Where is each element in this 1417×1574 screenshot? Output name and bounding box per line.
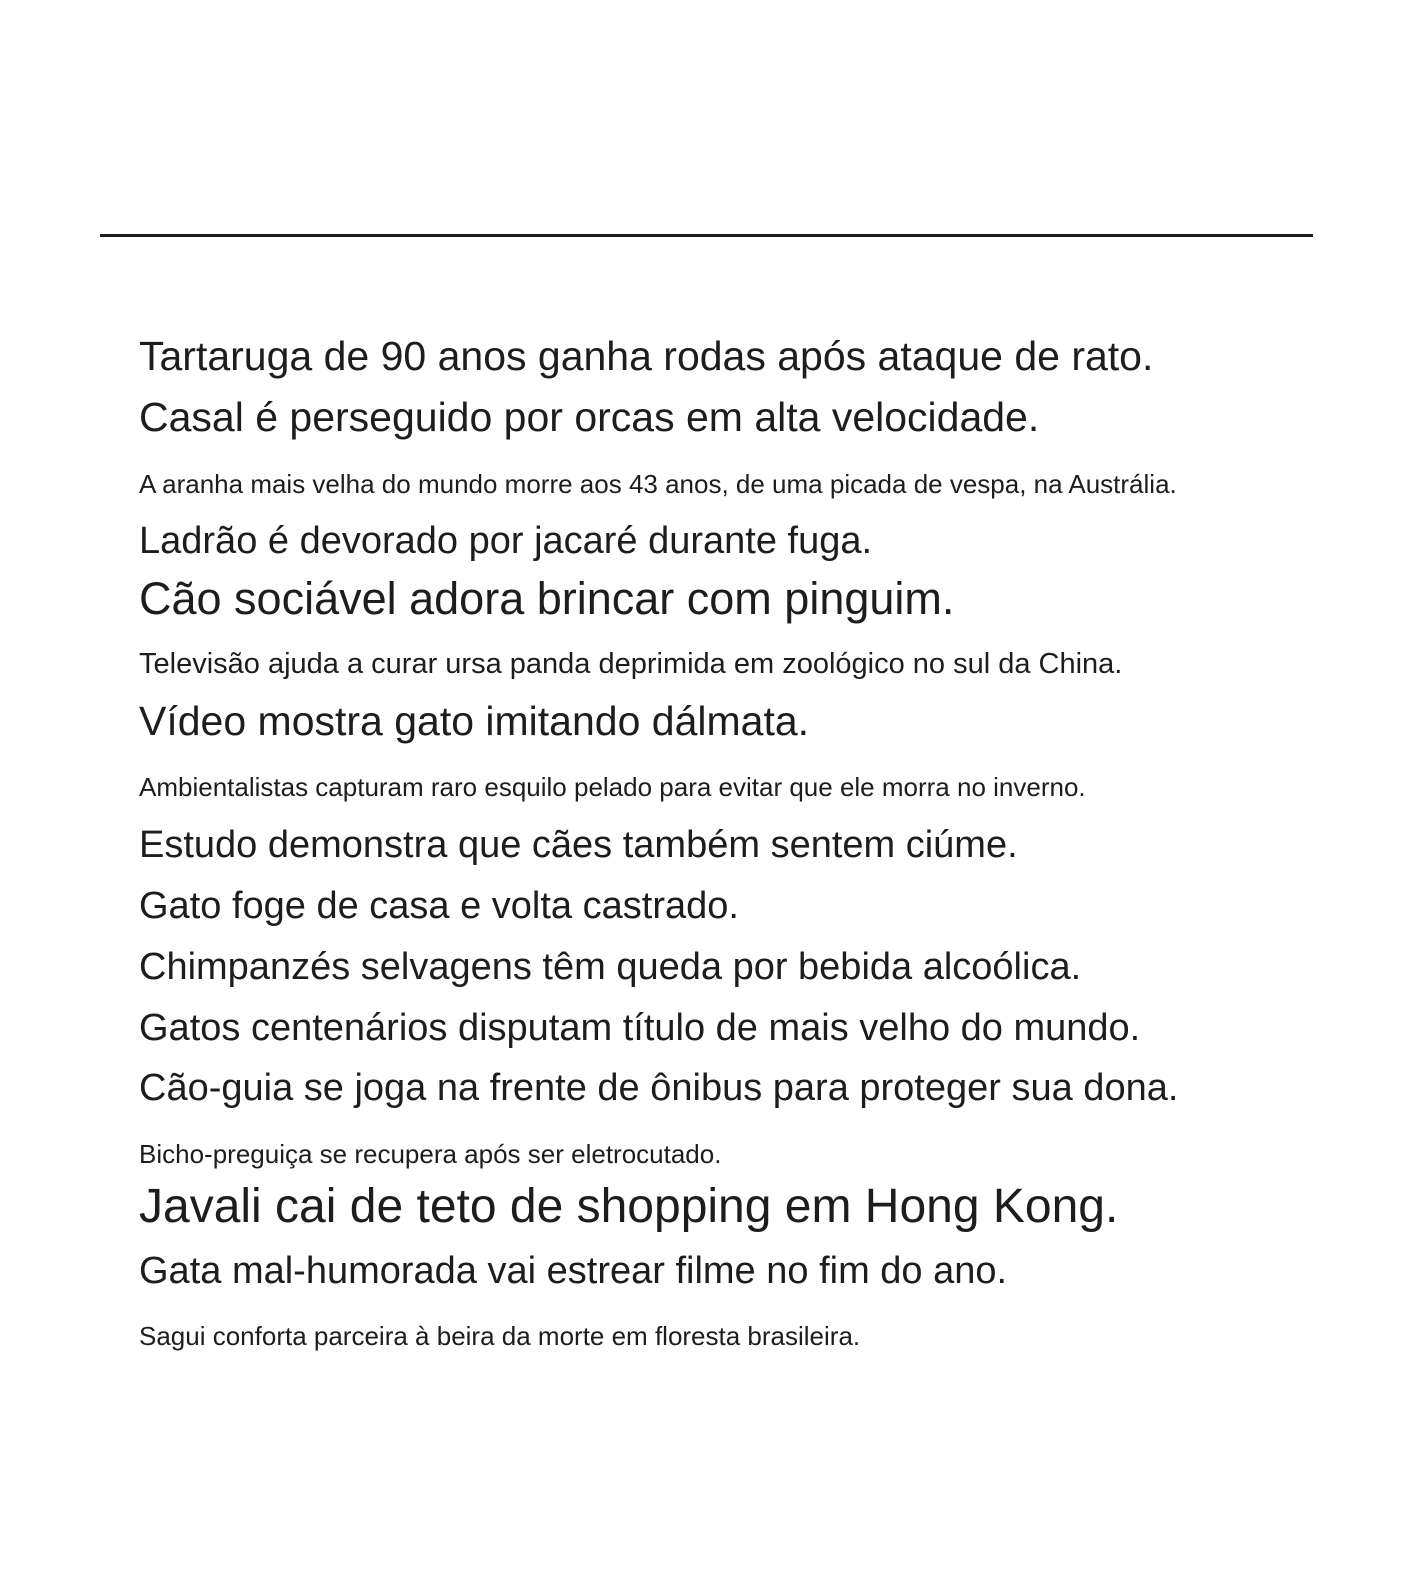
top-divider-rule	[100, 234, 1313, 237]
headline-13: Cão-guia se joga na frente de ônibus para proteger sua dona.	[139, 1067, 1179, 1109]
headline-1: Tartaruga de 90 anos ganha rodas após ataque de rato.	[139, 333, 1154, 379]
headline-14: Bicho-preguiça se recupera após ser eletrocutado.	[139, 1139, 722, 1169]
headline-8: Ambientalistas capturam raro esquilo pelado para evitar que ele morra no inverno.	[139, 772, 1086, 802]
headline-7: Vídeo mostra gato imitando dálmata.	[139, 698, 810, 744]
headline-2: Casal é perseguido por orcas em alta velocidade.	[139, 394, 1040, 440]
headline-12: Gatos centenários disputam título de mais velho do mundo.	[139, 1007, 1141, 1049]
headline-15: Javali cai de teto de shopping em Hong Kong.	[139, 1180, 1119, 1233]
headline-17: Sagui conforta parceira à beira da morte em floresta brasileira.	[139, 1321, 861, 1351]
headline-5: Cão sociável adora brincar com pinguim.	[139, 573, 955, 624]
headline-16: Gata mal-humorada vai estrear filme no fim do ano.	[139, 1250, 1008, 1292]
headline-3: A aranha mais velha do mundo morre aos 43 anos, de uma picada de vespa, na Austrália.	[139, 469, 1177, 499]
headline-4: Ladrão é devorado por jacaré durante fuga.	[139, 520, 873, 562]
headline-11: Chimpanzés selvagens têm queda por bebida alcoólica.	[139, 946, 1082, 988]
headline-9: Estudo demonstra que cães também sentem ciúme.	[139, 824, 1018, 866]
headline-10: Gato foge de casa e volta castrado.	[139, 885, 739, 927]
headline-6: Televisão ajuda a curar ursa panda deprimida em zoológico no sul da China.	[139, 648, 1123, 680]
